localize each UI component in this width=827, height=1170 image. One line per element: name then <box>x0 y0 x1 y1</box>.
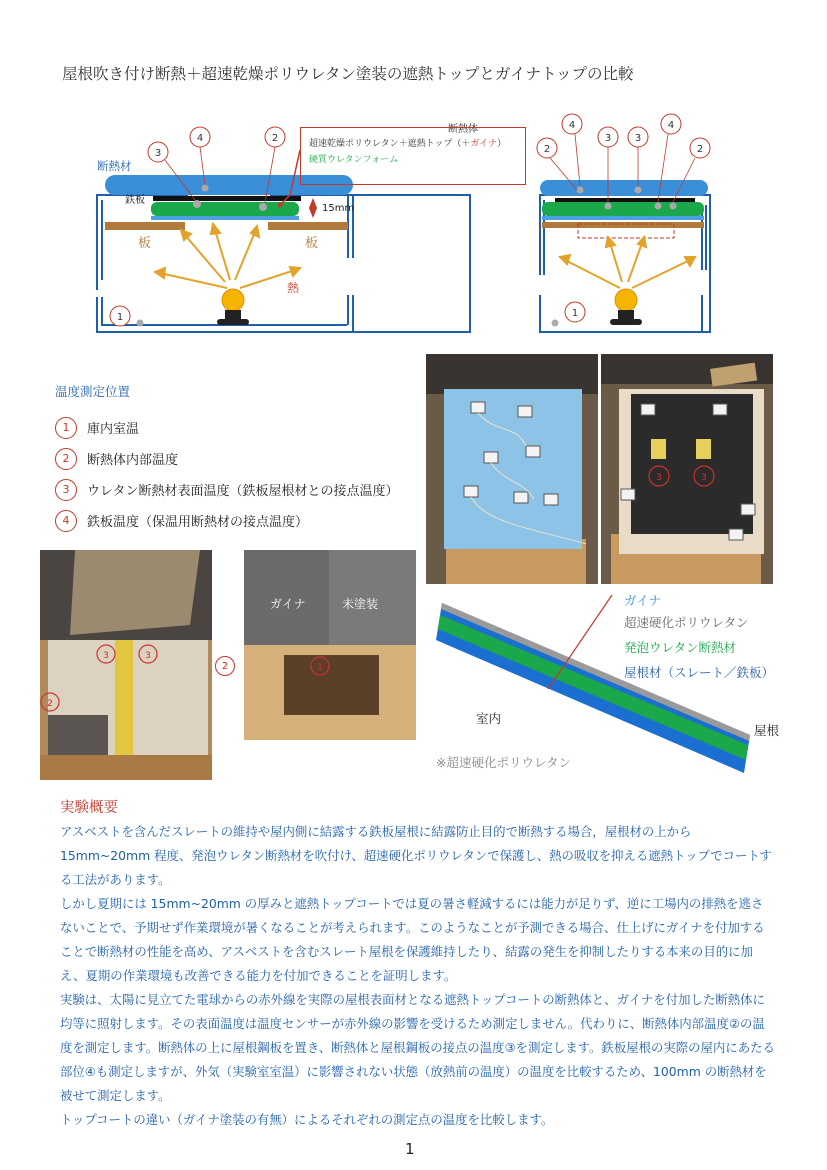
cs-label-roof-side: 屋根 <box>754 723 780 738</box>
overview-text <box>60 820 775 1132</box>
cs-label-polyurethane: 超速硬化ポリウレタン <box>624 615 749 630</box>
callout-line1-end: ） <box>497 139 507 149</box>
bulb <box>222 289 244 311</box>
legend-text: 鉄板温度（保温用断熱材の接点温度） <box>87 515 309 530</box>
photo4-uncoated-label: 未塗装 <box>342 597 379 611</box>
marker-1: 1 <box>116 312 124 323</box>
cs-label-indoor: 室内 <box>476 711 502 726</box>
page-title: 屋根吹き付け断熱＋超速乾燥ポリウレタン塗装の遮熱トップとガイナトップの比較 <box>62 65 634 83</box>
overview-paragraph: 実験は、太陽に見立てた電球からの赤外線を実際の屋根表面材となる遮熱トップコートの断熱体と、ガイナを付加した断熱体に均等に照射します。その表面温度は温度センサーが赤外線の影響を受けるため測定しません。代わりに、断熱体内部温度②の温度を測定します。断熱体の上に屋根鋼板を置き、断熱体と屋根鋼板の接点の温度③を測定します。鉄板屋根の実際の屋内にあたる部位④も測定しますが、外気（実験室室温）に影響されない状態（放熱前の温度）の温度を比較するため、100mm の断熱材を被せて測定します。 <box>60 992 775 1103</box>
photo3-label-2a: 2 <box>47 699 53 709</box>
legend-num: 3 <box>55 479 77 501</box>
right-marker-3a: 3 <box>604 133 612 144</box>
thickness-arrow <box>309 198 317 218</box>
right-marker-2a: 2 <box>543 144 551 155</box>
heat-arrows <box>155 224 300 288</box>
sensor-1 <box>137 320 144 327</box>
marker-3: 3 <box>154 148 162 159</box>
right-marker-2b: 2 <box>696 144 704 155</box>
cross-section-diagram <box>432 585 792 790</box>
callout-title: 断熱体 <box>448 124 478 135</box>
steel-plate <box>153 196 301 201</box>
callout-line1: 超速乾燥ポリウレタン＋遮熱トップ（＋ <box>309 139 471 149</box>
board-right-label: 板 <box>305 236 319 251</box>
measurement-legend <box>55 382 425 536</box>
overview-paragraph: トップコートの違い（ガイナ塗装の有無）によるそれぞれの測定点の温度を比較します。 <box>60 1112 554 1127</box>
cs-label-roof: 屋根材（スレート／鉄板） <box>624 665 775 680</box>
marker-2: 2 <box>271 133 279 144</box>
callout-gaina: ガイナ <box>470 139 498 149</box>
insulation-label: 断熱材 <box>97 159 132 173</box>
legend-text: 断熱体内部温度 <box>87 453 179 468</box>
callout-line2: 硬質ウレタンフォーム <box>309 155 399 165</box>
photo2-label-3b: 3 <box>701 473 707 483</box>
page-number: 1 <box>405 1140 415 1158</box>
cs-label-gaina: ガイナ <box>624 593 662 608</box>
legend-item <box>55 412 425 443</box>
gaina-coat <box>151 216 299 220</box>
thickness-label: 15mm <box>322 203 355 214</box>
legend-text: ウレタン断熱材表面温度（鉄板屋根材との接点温度） <box>87 484 399 499</box>
photo-board-tape <box>40 550 212 780</box>
photo2-label-3a: 3 <box>656 473 662 483</box>
section-heading: 実験概要 <box>60 800 118 816</box>
legend-item <box>55 443 425 474</box>
legend-item <box>55 505 425 536</box>
legend-item <box>55 474 425 505</box>
legend-num: 2 <box>55 448 77 470</box>
photo-gaina-box <box>244 550 416 740</box>
board-left <box>105 222 185 230</box>
board-left-label: 板 <box>138 236 152 251</box>
legend-text: 庫内室温 <box>87 422 140 437</box>
legend-title: 温度測定位置 <box>55 384 131 399</box>
photo3-label-2b: 2 <box>215 656 235 676</box>
right-marker-1: 1 <box>571 308 579 319</box>
photo3-label-3b: 3 <box>145 651 151 661</box>
cs-note: ※超速硬化ポリウレタン <box>436 755 571 770</box>
overview-paragraph: しかし夏期には 15mm~20mm の厚みと遮熱トップコートでは夏の暑さ軽減するには能力が足りず、逆に工場内の排熱を逃さないことで、予期せず作業環境が暑くなることが考えられます。このようなことが予測できる場合、仕上げにガイナを付加することで断熱材の性能を高め、アスベストを含むスレート屋根を保護維持したり、結露の発生を抑制したりする本来の目的に加え、夏期の作業環境も改善できる能力を付加できることを証明します。 <box>60 896 765 983</box>
marker-4: 4 <box>196 133 204 144</box>
apparatus-diagram-right <box>530 110 725 345</box>
sensor-3 <box>193 200 201 208</box>
callout-box <box>300 127 526 185</box>
right-marker-4b: 4 <box>667 120 675 131</box>
sensor-2 <box>259 203 267 211</box>
legend-num: 1 <box>55 417 77 439</box>
right-marker-4a: 4 <box>568 120 576 131</box>
photo4-label-1: 1 <box>317 663 323 673</box>
photo-blue-panel <box>426 354 598 584</box>
overview-paragraph: アスベストを含んだスレートの維持や屋内側に結露する鉄板屋根に結露防止目的で断熱する場合，屋根材の上から15mm~20mm 程度、発泡ウレタン断熱材を吹付け、超速硬化ポリウレタンで保護し、熱の吸収を抑える遮熱トップでコートする工法があります。 <box>60 824 772 887</box>
photo-dark-panel <box>601 354 773 584</box>
urethane-foam <box>151 202 299 216</box>
cs-label-foam: 発泡ウレタン断熱材 <box>624 640 737 655</box>
photo3-label-3a: 3 <box>103 651 109 661</box>
steel-label: 鉄板 <box>125 195 145 206</box>
sensor-4 <box>202 185 209 192</box>
right-marker-3b: 3 <box>634 133 642 144</box>
legend-num: 4 <box>55 510 77 532</box>
board-right <box>268 222 348 230</box>
foam-right <box>542 202 704 216</box>
heat-label: 熱 <box>287 281 300 295</box>
photo4-gaina-label: ガイナ <box>270 597 306 611</box>
